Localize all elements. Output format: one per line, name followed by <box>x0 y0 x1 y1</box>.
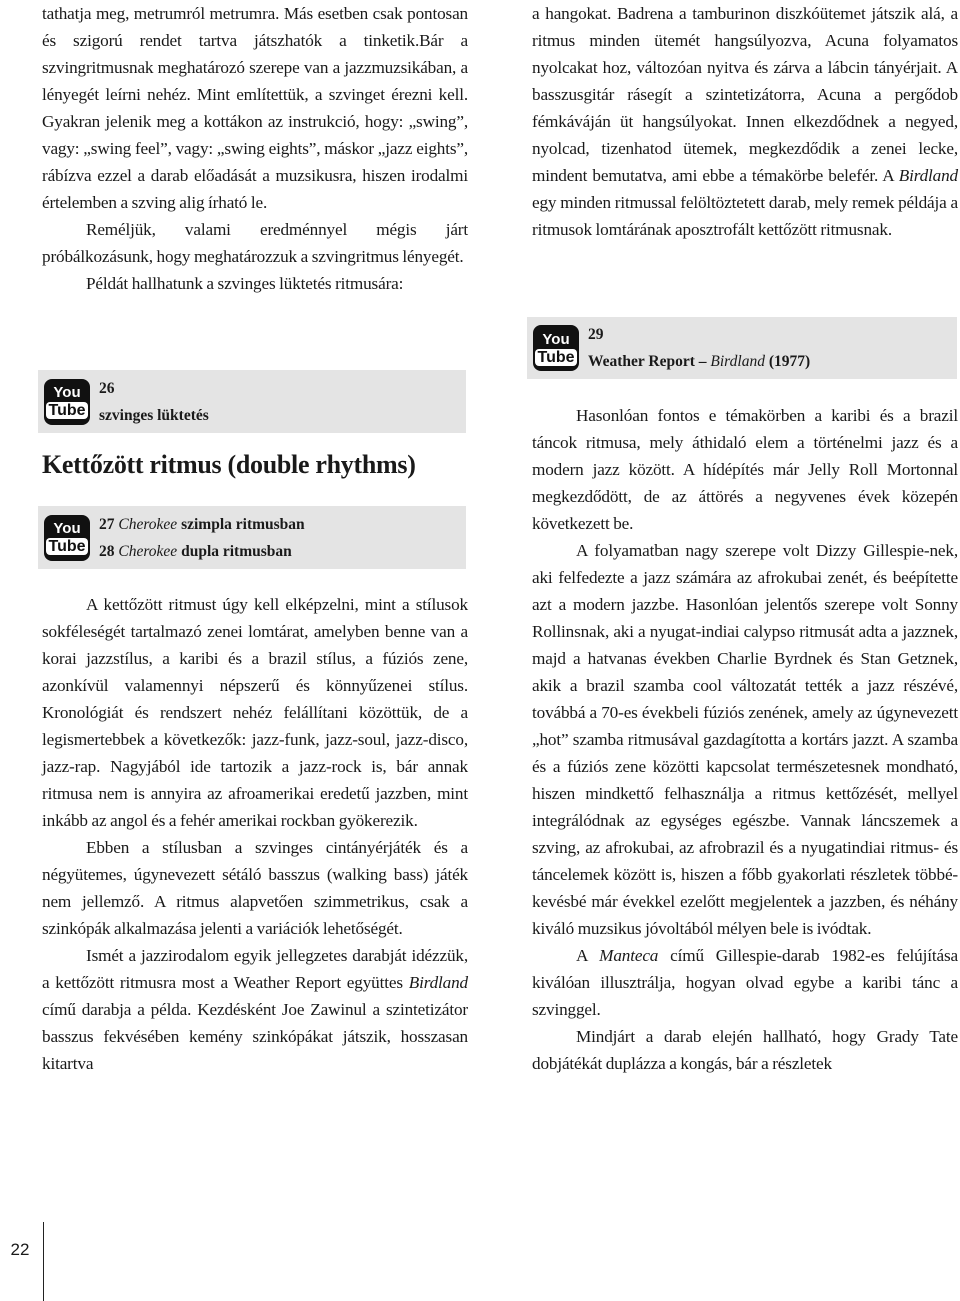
page-number: 22 <box>10 1240 30 1259</box>
paragraph: Példát hallhatunk a szvinges lüktetés ritmusára: <box>86 274 404 293</box>
page-divider <box>43 1222 44 1301</box>
youtube-icon: You Tube <box>44 515 90 561</box>
paragraph: Ismét a jazzirodalom egyik jellegzetes darabját idézzük, a kettőzött ritmusra most a Weather Report együttes Birdland című darabja a példa. Kezdésként Joe Zawinul a szintetizátor basszus fekvésében kemény szinkópákat játszik, hosszasan kitartva <box>42 946 468 1073</box>
youtube-icon: You Tube <box>44 379 90 425</box>
media-caption <box>588 321 810 375</box>
right-column-lower <box>532 402 958 1077</box>
paragraph: a hangokat. Badrena a tamburinon diszkóütemet játszik alá, a ritmus minden ütemét hangsúlyozva, Acuna folyamatos nyolcakat hoz, változóan nyitva és zárva a lábcin tányérjait. A basszusgitár rásegít a szintetizátorra, Acuna a pergődob fémkáváján üt hangsúlyokat. Innen elkezdődnek a negyed, nyolcad, tizenhatod ütemek, megkezdődik a zenei lecke, mindent bemutatva, ami ebbe a témakörbe belefér. A Birdland egy minden ritmussal felöltöztetett darab, mely remek példája a ritmusok lomtárának aposztrofált kettőzött ritmusnak. <box>532 4 958 239</box>
media-item: 28 Cherokee dupla ritmusban <box>99 542 292 560</box>
paragraph: Ebben a stílusban a szvinges cintányérjáték és a négyütemes, úgynevezett sétáló basszus (walking bass) játék nem jellemző. A ritmus alapvetően szimmetrikus, csak a szinkópák alkalmazása jelenti a variációk lehetőségét. <box>42 838 468 938</box>
paragraph: A folyamatban nagy szerepe volt Dizzy Gillespie-nek, aki felfedezte a jazz számára az afrokubai zenét, és beépítette azt a modern jazzbe. Hasonlóan jelentős szerepe volt Sonny Rollinsnak, aki a nyugat-indiai calypso ritmusát adta a jazznek, majd a hatvanas években Charlie Byrdnek és Stan Getznek, akik a brazil szamba cool változatát tették a jazz részévé, továbbá a 70-es évekbeli fúziós zenének, amely az úgynevezett „hot” szamba ritmusával gazdagította a kortárs jazzt. A szamba és a fúziós zene közötti kapcsolat természetesnek mondható, hiszen mindkettő felhasználja a ritmus kettőzését, mellyel integrálódnak az egységes egészbe. Vannak láncszemek a szving, az afrokubai, az afrobrazil és a nyugatindiai ritmus- és táncelemek között is, hiszen a főbb gyakorlati részletek többé-kevésbé már évekkel ezelőtt megjelentek a jazzben, és néhány kiváló muzsikus jóvoltából mélyen bele is ivódtak. <box>532 541 958 938</box>
paragraph: tathatja meg, metrumról metrumra. Más esetben csak pontosan és szigorú rendet tartva játszhatók a tinketik.Bár a szvingritmusnak meghatározó szerepe van a jazzmuzsikában, a lényegét leírni nehéz. Mint említettük, a szvinget érezni kell. Gyakran jelenik meg a kottákon az instrukció, hogy: „swing”, vagy: „swing feel”, vagy: „swing eights”, máskor „jazz eights”, rábízva ezzel a darab előadását a muzsikusra, hiszen irodalmi értelemben a szving alig írható le. <box>42 4 468 212</box>
left-column-lower <box>42 591 468 1077</box>
right-column <box>532 0 958 243</box>
paragraph: Mindjárt a darab elején hallható, hogy Grady Tate dobjátékát duplázza a kongás, bár a részletek <box>532 1027 958 1073</box>
media-number: 26 <box>99 379 115 397</box>
paragraph: Hasonlóan fontos e témakörben a karibi és a brazil táncok ritmusa, mely áthidaló elem a történelmi jazz és a modern jazz között. A hídépítés már Jelly Roll Mortonnal megkezdődött, de az áttörés a negyvenes évek közepén következett be. <box>532 406 958 533</box>
paragraph: A kettőzött ritmust úgy kell elképzelni, mint a stílusok sokféleségét tartalmazó zenei lomtárat, amelyben benne van a korai jazzstílus, a karibi és a brazil stílus, a fúziós zene, azonkívül valamennyi népszerű és könnyűzenei stílus. Kronológiát és rendszert nehéz felállítani közöttük, de a legismertebbek a következők: jazz-funk, jazz-soul, jazz-disco, jazz-rap. Nagyjából ide tartozik a jazz-rock is, bár annak ritmusa nem is annyira az afroamerikai eredetű jazzben, mint inkább az angol és a fehér amerikai rockban gyökerezik. <box>42 595 468 830</box>
media-item: 27 Cherokee szimpla ritmusban <box>99 515 305 533</box>
youtube-reference-29[interactable] <box>527 317 957 379</box>
youtube-reference-26[interactable] <box>38 370 466 433</box>
media-label: szvinges lüktetés <box>99 406 209 424</box>
media-label: Weather Report – Birdland (1977) <box>588 353 811 370</box>
media-number: 29 <box>588 326 604 343</box>
media-caption <box>99 375 209 429</box>
youtube-icon: You Tube <box>533 325 579 371</box>
section-heading: Kettőzött ritmus (double rhythms) <box>42 450 416 479</box>
paragraph: Reméljük, valami eredménnyel mégis járt próbálkozásunk, hogy meghatározzuk a szvingritmus lényegét. <box>42 220 468 266</box>
left-column <box>42 0 468 297</box>
youtube-reference-27-28[interactable] <box>38 506 466 569</box>
paragraph: A Manteca című Gillespie-darab 1982-es felújítása kiválóan illusztrálja, hogyan olvad egybe a karibi tánc a szvinggel. <box>532 946 958 1019</box>
media-caption <box>99 511 305 565</box>
